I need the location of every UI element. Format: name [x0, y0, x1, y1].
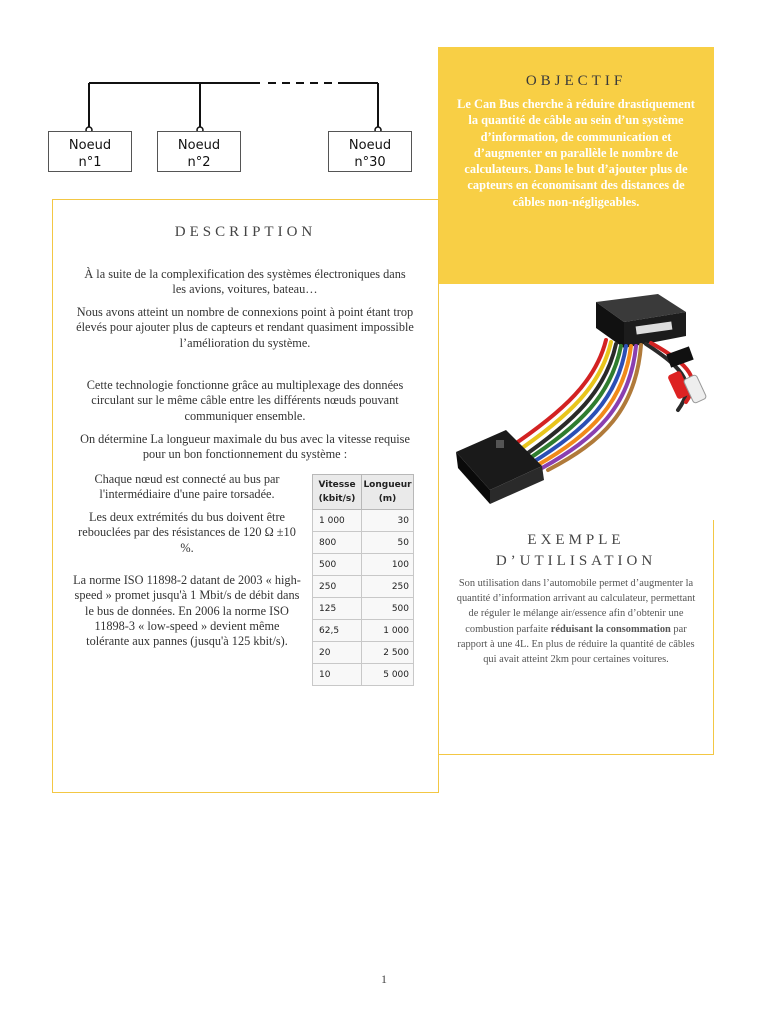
table-row: [313, 576, 414, 598]
table-row: [313, 554, 414, 576]
table-cell-speed: 62,5: [313, 620, 362, 642]
page-number: 1: [381, 972, 387, 986]
node-number: n°30: [354, 155, 386, 170]
rca-plugs: [666, 346, 707, 403]
table-cell-speed: 250: [313, 576, 362, 598]
description-paragraph-6: Les deux extrémités du bus doivent être rebouclées par des résistances de 120 Ω ±10 %.: [78, 510, 296, 555]
table-cell-speed: 1 000: [313, 510, 362, 532]
table-cell-speed: 125: [313, 598, 362, 620]
node-label: Noeud: [348, 138, 392, 153]
table-cell-length: 2 500: [362, 642, 414, 664]
bus-diagram: [40, 70, 400, 140]
table-cell-length: 30: [362, 510, 414, 532]
can-module-box: [596, 294, 686, 348]
description-title: DESCRIPTION: [174, 224, 317, 240]
node-box-1: [48, 131, 132, 172]
exemple-title: [438, 530, 714, 572]
table-cell-speed: 20: [313, 642, 362, 664]
node-number: n°2: [187, 155, 211, 170]
table-header-row: [313, 475, 414, 510]
node-label: Noeud: [177, 138, 221, 153]
table-row: [313, 664, 414, 686]
description-paragraph-1: À la suite de la complexification des systèmes électroniques dans les avions, voitures, bateau…: [84, 267, 406, 297]
description-paragraph-4: On détermine La longueur maximale du bus avec la vitesse requise pour un bon fonctionnement du système :: [80, 432, 410, 462]
exemple-text-end: par rapport à une 4L. En plus de réduire la quantité de câbles qui avait atteint 2km pour certaines voitures.: [457, 623, 695, 666]
table-row: [313, 598, 414, 620]
header-speed-label: Vitesse: [318, 480, 356, 490]
table-cell-speed: 800: [313, 532, 362, 554]
description-paragraph-5: Chaque nœud est connecté au bus par l'intermédiaire d'une paire torsadée.: [94, 472, 280, 502]
can-interface-photo: [446, 290, 714, 512]
table-row: [313, 642, 414, 664]
table-header-length: [362, 475, 414, 510]
header-length-unit: (m): [378, 494, 397, 504]
node-number: n°1: [78, 155, 102, 170]
table-cell-length: 500: [362, 598, 414, 620]
description-paragraph-2: Nous avons atteint un nombre de connexions point à point étant trop élevés pour ajouter plus de capteurs et rendant quasiment impossible l’amélioration du système.: [76, 305, 414, 350]
exemple-title-line-2: D’UTILISATION: [495, 553, 657, 569]
objectif-panel: [438, 47, 714, 284]
table-row: [313, 620, 414, 642]
node-box-2: [157, 131, 241, 172]
exemple-text-bold: réduisant la consommation: [550, 623, 671, 635]
table-cell-length: 5 000: [362, 664, 414, 686]
table-row: [313, 532, 414, 554]
speed-length-table: [312, 474, 414, 686]
objectif-title: OBJECTIF: [525, 73, 627, 89]
description-paragraph-7: La norme ISO 11898-2 datant de 2003 « high-speed » promet jusqu'à 1 Mbit/s de débit dans le bus de données. En 2006 la norme ISO 11898-3 « low-speed » devient même tolérante aux pannes (jusqu'à 125 kbit/s).: [73, 573, 301, 649]
exemple-text: [452, 576, 700, 667]
node-label: Noeud: [68, 138, 112, 153]
header-length-label: Longueur: [363, 480, 412, 490]
description-paragraph-3: Cette technologie fonctionne grâce au multiplexage des données circulant sur le même câble entre les différents nœuds pouvant communiquer ensemble.: [86, 378, 404, 423]
table-cell-length: 100: [362, 554, 414, 576]
table-cell-speed: 500: [313, 554, 362, 576]
table-cell-speed: 10: [313, 664, 362, 686]
exemple-text-start: Son utilisation dans l’automobile permet d’augmenter la quantité d’information arrivant au calculateur, permettant de réguler le mélange air/essence afin d’obtenir une combustion parfaite: [456, 578, 696, 635]
header-speed-unit: (kbit/s): [318, 494, 356, 504]
table-cell-length: 250: [362, 576, 414, 598]
table-header-speed: [313, 475, 362, 510]
table-cell-length: 50: [362, 532, 414, 554]
objectif-text: Le Can Bus cherche à réduire drastiquement la quantité de câble au sein d’un système d’information, de communication et d’augmenter en parallèle le nombre de calculateurs. Dans le but d’ajouter plus de capteurs en économisant des distances de câbles non-négligeables.: [457, 97, 695, 209]
table-cell-length: 1 000: [362, 620, 414, 642]
exemple-title-line-1: EXEMPLE: [527, 532, 625, 548]
node-box-30: [328, 131, 412, 172]
table-row: [313, 510, 414, 532]
wire-bundle: [506, 340, 693, 470]
